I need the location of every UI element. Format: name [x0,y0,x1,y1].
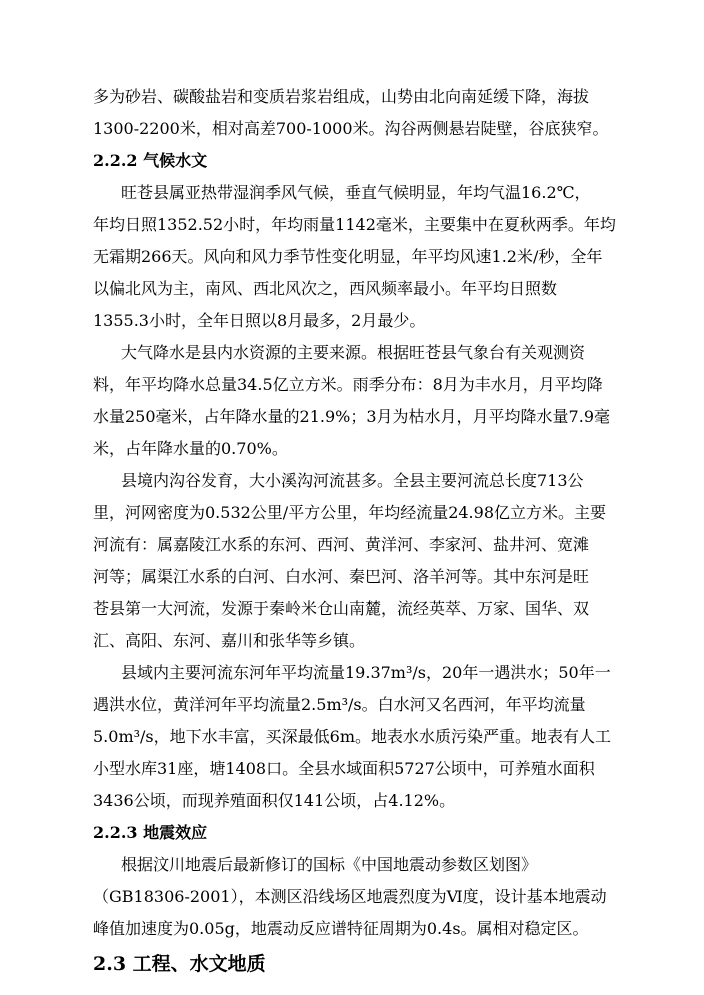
climate-para1-line-4: 以偏北风为主，南风、西北风次之，西风频率最小。年平均日照数 [93,279,558,298]
hydrology-para4-line-3: 5.0m³/s，地下水丰富，买深最低6m。地表水水质污染严重。地表有人工 [93,727,611,746]
hydrology-para3-line-3: 河流有：属嘉陵江水系的东河、西河、黄洋河、李家河、盐井河、宽滩 [93,535,590,554]
hydrology-para3-line-6: 汇、高阳、东河、嘉川和张华等乡镇。 [93,631,366,650]
climate-para2-line-1: 大气降水是县内水资源的主要来源。根据旺苍县气象台有关观测资 [121,343,586,362]
climate-para1-line-2: 年均日照1352.52小时，年均雨量1142毫米，主要集中在夏秋两季。年均 [93,215,616,234]
intro-line-1: 多为砂岩、碳酸盐岩和变质岩浆岩组成，山势由北向南延缓下降，海拔 [93,87,590,106]
section-heading-2-2-3: 2.2.3 地震效应 [93,823,208,842]
seismic-para1-line-1: 根据汶川地震后最新修订的国标《中国地震动参数区划图》 [121,855,538,874]
climate-para2-line-4: 米，占年降水量的0.70%。 [93,439,288,458]
hydrology-para4-line-4: 小型水库31座，塘1408口。全县水域面积5727公顷中，可养殖水面积 [93,759,595,778]
hydrology-para4-line-1: 县域内主要河流东河年平均流量19.37m³/s，20年一遇洪水；50年一 [121,663,611,682]
hydrology-para4-line-5: 3436公顷，而现养殖面积仅141公顷，占4.12%。 [93,791,456,810]
hydrology-para3-line-4: 河等；属渠江水系的白河、白水河、秦巴河、洛羊河等。其中东河是旺 [93,567,590,586]
seismic-para1-line-2: （GB18306-2001），本测区沿线场区地震烈度为Ⅵ度，设计基本地震动 [93,887,607,906]
climate-para1-line-5: 1355.3小时，全年日照以8月最多，2月最少。 [93,311,426,330]
hydrology-para4-line-2: 遇洪水位，黄洋河年平均流量2.5m³/s。白水河又名西河，年平均流量 [93,695,586,714]
climate-para1-line-3: 无霜期266天。风向和风力季节性变化明显，年平均风速1.2米/秒，全年 [93,247,603,266]
section-heading-2-2-2: 2.2.2 气候水文 [93,151,208,170]
climate-para2-line-2: 料，年平均降水总量34.5亿立方米。雨季分布：8月为丰水月，月平均降 [93,375,603,394]
hydrology-para3-line-1: 县境内沟谷发育，大小溪沟河流甚多。全县主要河流总长度713公 [121,471,584,490]
climate-para1-line-1: 旺苍县属亚热带湿润季风气候，垂直气候明显，年均气温16.2℃， [121,183,591,202]
seismic-para1-line-3: 峰值加速度为0.05g，地震动反应谱特征周期为0.4s。属相对稳定区。 [93,919,589,938]
section-heading-2-3: 2.3 工程、水文地质 [93,953,266,975]
hydrology-para3-line-5: 苍县第一大河流，发源于秦岭米仓山南麓，流经英萃、万家、国华、双 [93,599,590,618]
intro-line-2: 1300-2200米，相对高差700-1000米。沟谷两侧悬岩陡壁，谷底狭窄。 [93,119,609,138]
climate-para2-line-3: 水量250毫米，占年降水量的21.9%；3月为枯水月，月平均降水量7.9毫 [93,407,610,426]
hydrology-para3-line-2: 里，河网密度为0.532公里/平方公里，年均经流量24.98亿立方米。主要 [93,503,607,522]
